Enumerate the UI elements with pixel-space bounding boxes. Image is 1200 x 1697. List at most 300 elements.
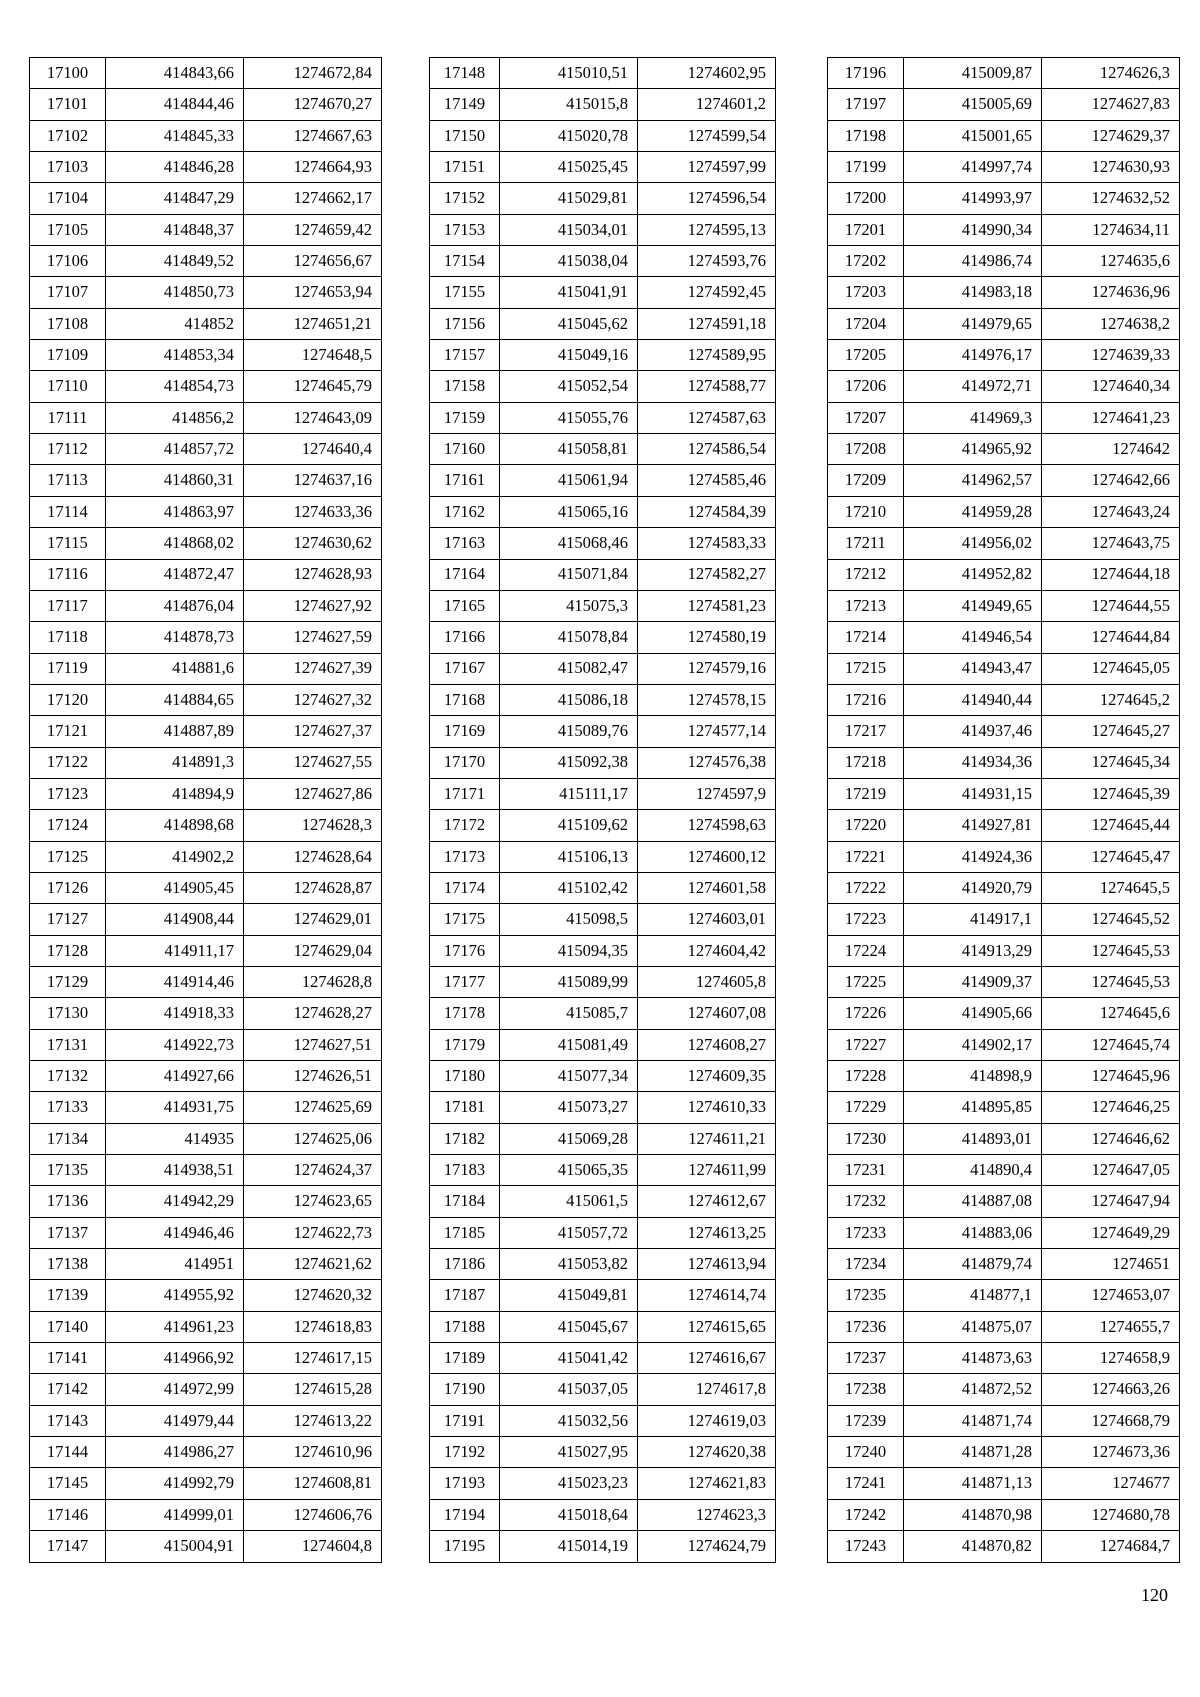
table-row xyxy=(828,966,1180,997)
y-coordinate-cell: 1274656,67 xyxy=(244,246,382,277)
table-row xyxy=(828,622,1180,653)
y-coordinate-cell: 1274576,38 xyxy=(638,747,776,778)
x-coordinate-cell: 414931,15 xyxy=(904,778,1042,809)
point-number-cell: 17179 xyxy=(430,1029,500,1060)
x-coordinate-cell: 414894,9 xyxy=(106,778,244,809)
x-coordinate-cell: 414898,9 xyxy=(904,1061,1042,1092)
x-coordinate-cell: 414860,31 xyxy=(106,465,244,496)
x-coordinate-cell: 414956,02 xyxy=(904,528,1042,559)
table-row xyxy=(30,465,382,496)
x-coordinate-cell: 415081,49 xyxy=(500,1029,638,1060)
table-row xyxy=(430,966,776,997)
y-coordinate-cell: 1274659,42 xyxy=(244,214,382,245)
x-coordinate-cell: 415102,42 xyxy=(500,872,638,903)
y-coordinate-cell: 1274645,79 xyxy=(244,371,382,402)
table-row xyxy=(828,778,1180,809)
table-row xyxy=(30,1280,382,1311)
point-number-cell: 17159 xyxy=(430,402,500,433)
x-coordinate-cell: 414934,36 xyxy=(904,747,1042,778)
table-row xyxy=(430,1437,776,1468)
x-coordinate-cell: 415075,3 xyxy=(500,590,638,621)
x-coordinate-cell: 414871,13 xyxy=(904,1468,1042,1499)
point-number-cell: 17228 xyxy=(828,1061,904,1092)
point-number-cell: 17185 xyxy=(430,1217,500,1248)
point-number-cell: 17239 xyxy=(828,1405,904,1436)
y-coordinate-cell: 1274645,53 xyxy=(1042,966,1180,997)
table-row xyxy=(828,402,1180,433)
point-number-cell: 17130 xyxy=(30,998,106,1029)
table-row xyxy=(30,653,382,684)
point-number-cell: 17148 xyxy=(430,58,500,89)
x-coordinate-cell: 415027,95 xyxy=(500,1437,638,1468)
table-row xyxy=(430,1186,776,1217)
y-coordinate-cell: 1274615,28 xyxy=(244,1374,382,1405)
y-coordinate-cell: 1274625,06 xyxy=(244,1123,382,1154)
y-coordinate-cell: 1274621,62 xyxy=(244,1249,382,1280)
table-row xyxy=(430,89,776,120)
y-coordinate-cell: 1274653,94 xyxy=(244,277,382,308)
table-row xyxy=(30,371,382,402)
point-number-cell: 17113 xyxy=(30,465,106,496)
table-row xyxy=(30,1186,382,1217)
y-coordinate-cell: 1274629,01 xyxy=(244,904,382,935)
table-row xyxy=(430,465,776,496)
point-number-cell: 17190 xyxy=(430,1374,500,1405)
x-coordinate-cell: 414884,65 xyxy=(106,684,244,715)
table-row xyxy=(828,183,1180,214)
y-coordinate-cell: 1274591,18 xyxy=(638,308,776,339)
point-number-cell: 17176 xyxy=(430,935,500,966)
x-coordinate-cell: 414871,28 xyxy=(904,1437,1042,1468)
point-number-cell: 17205 xyxy=(828,340,904,371)
table-row xyxy=(828,716,1180,747)
table-row xyxy=(30,904,382,935)
table-row xyxy=(430,402,776,433)
x-coordinate-cell: 414844,46 xyxy=(106,89,244,120)
y-coordinate-cell: 1274630,62 xyxy=(244,528,382,559)
x-coordinate-cell: 415098,5 xyxy=(500,904,638,935)
point-number-cell: 17140 xyxy=(30,1311,106,1342)
y-coordinate-cell: 1274624,79 xyxy=(638,1531,776,1562)
x-coordinate-cell: 414999,01 xyxy=(106,1499,244,1530)
table-row xyxy=(430,1061,776,1092)
point-number-cell: 17137 xyxy=(30,1217,106,1248)
point-number-cell: 17236 xyxy=(828,1311,904,1342)
y-coordinate-cell: 1274645,5 xyxy=(1042,872,1180,903)
table-row xyxy=(30,810,382,841)
table-row xyxy=(30,183,382,214)
x-coordinate-cell: 414986,27 xyxy=(106,1437,244,1468)
point-number-cell: 17116 xyxy=(30,559,106,590)
x-coordinate-cell: 414850,73 xyxy=(106,277,244,308)
y-coordinate-cell: 1274620,32 xyxy=(244,1280,382,1311)
x-coordinate-cell: 414952,82 xyxy=(904,559,1042,590)
table-row xyxy=(30,1405,382,1436)
x-coordinate-cell: 414898,68 xyxy=(106,810,244,841)
table-row xyxy=(828,1092,1180,1123)
y-coordinate-cell: 1274597,99 xyxy=(638,152,776,183)
y-coordinate-cell: 1274605,8 xyxy=(638,966,776,997)
x-coordinate-cell: 414969,3 xyxy=(904,402,1042,433)
point-number-cell: 17145 xyxy=(30,1468,106,1499)
point-number-cell: 17177 xyxy=(430,966,500,997)
x-coordinate-cell: 414979,44 xyxy=(106,1405,244,1436)
coordinate-table-left xyxy=(29,57,382,1563)
point-number-cell: 17141 xyxy=(30,1343,106,1374)
point-number-cell: 17170 xyxy=(430,747,500,778)
x-coordinate-cell: 414871,74 xyxy=(904,1405,1042,1436)
x-coordinate-cell: 415038,04 xyxy=(500,246,638,277)
y-coordinate-cell: 1274627,32 xyxy=(244,684,382,715)
y-coordinate-cell: 1274612,67 xyxy=(638,1186,776,1217)
point-number-cell: 17124 xyxy=(30,810,106,841)
x-coordinate-cell: 414890,4 xyxy=(904,1155,1042,1186)
y-coordinate-cell: 1274608,27 xyxy=(638,1029,776,1060)
x-coordinate-cell: 415065,16 xyxy=(500,496,638,527)
point-number-cell: 17166 xyxy=(430,622,500,653)
table-row xyxy=(430,1343,776,1374)
coordinate-table-right xyxy=(827,57,1180,1563)
table-row xyxy=(430,841,776,872)
point-number-cell: 17178 xyxy=(430,998,500,1029)
x-coordinate-cell: 414917,1 xyxy=(904,904,1042,935)
y-coordinate-cell: 1274651,21 xyxy=(244,308,382,339)
point-number-cell: 17229 xyxy=(828,1092,904,1123)
y-coordinate-cell: 1274622,73 xyxy=(244,1217,382,1248)
table-row xyxy=(430,1311,776,1342)
point-number-cell: 17135 xyxy=(30,1155,106,1186)
y-coordinate-cell: 1274645,05 xyxy=(1042,653,1180,684)
point-number-cell: 17174 xyxy=(430,872,500,903)
y-coordinate-cell: 1274580,19 xyxy=(638,622,776,653)
table-row xyxy=(828,496,1180,527)
point-number-cell: 17147 xyxy=(30,1531,106,1562)
table-row xyxy=(430,1123,776,1154)
point-number-cell: 17106 xyxy=(30,246,106,277)
x-coordinate-cell: 414959,28 xyxy=(904,496,1042,527)
x-coordinate-cell: 415020,78 xyxy=(500,120,638,151)
table-row xyxy=(430,904,776,935)
x-coordinate-cell: 414876,04 xyxy=(106,590,244,621)
point-number-cell: 17102 xyxy=(30,120,106,151)
x-coordinate-cell: 414965,92 xyxy=(904,434,1042,465)
point-number-cell: 17123 xyxy=(30,778,106,809)
y-coordinate-cell: 1274647,05 xyxy=(1042,1155,1180,1186)
y-coordinate-cell: 1274589,95 xyxy=(638,340,776,371)
y-coordinate-cell: 1274625,69 xyxy=(244,1092,382,1123)
point-number-cell: 17211 xyxy=(828,528,904,559)
x-coordinate-cell: 414905,66 xyxy=(904,998,1042,1029)
y-coordinate-cell: 1274628,87 xyxy=(244,872,382,903)
x-coordinate-cell: 414872,52 xyxy=(904,1374,1042,1405)
y-coordinate-cell: 1274627,92 xyxy=(244,590,382,621)
point-number-cell: 17163 xyxy=(430,528,500,559)
x-coordinate-cell: 415025,45 xyxy=(500,152,638,183)
point-number-cell: 17121 xyxy=(30,716,106,747)
table-row xyxy=(30,496,382,527)
point-number-cell: 17218 xyxy=(828,747,904,778)
y-coordinate-cell: 1274663,26 xyxy=(1042,1374,1180,1405)
table-row xyxy=(828,747,1180,778)
table-row xyxy=(828,1374,1180,1405)
x-coordinate-cell: 415111,17 xyxy=(500,778,638,809)
table-row xyxy=(828,872,1180,903)
y-coordinate-cell: 1274628,64 xyxy=(244,841,382,872)
y-coordinate-cell: 1274584,39 xyxy=(638,496,776,527)
point-number-cell: 17182 xyxy=(430,1123,500,1154)
point-number-cell: 17232 xyxy=(828,1186,904,1217)
table-row xyxy=(30,214,382,245)
y-coordinate-cell: 1274644,84 xyxy=(1042,622,1180,653)
y-coordinate-cell: 1274646,25 xyxy=(1042,1092,1180,1123)
point-number-cell: 17207 xyxy=(828,402,904,433)
table-row xyxy=(430,716,776,747)
y-coordinate-cell: 1274583,33 xyxy=(638,528,776,559)
x-coordinate-cell: 414922,73 xyxy=(106,1029,244,1060)
y-coordinate-cell: 1274627,37 xyxy=(244,716,382,747)
y-coordinate-cell: 1274642 xyxy=(1042,434,1180,465)
table-row xyxy=(430,371,776,402)
x-coordinate-cell: 415014,19 xyxy=(500,1531,638,1562)
y-coordinate-cell: 1274653,07 xyxy=(1042,1280,1180,1311)
y-coordinate-cell: 1274655,7 xyxy=(1042,1311,1180,1342)
x-coordinate-cell: 415029,81 xyxy=(500,183,638,214)
y-coordinate-cell: 1274651 xyxy=(1042,1249,1180,1280)
x-coordinate-cell: 415015,8 xyxy=(500,89,638,120)
point-number-cell: 17181 xyxy=(430,1092,500,1123)
table-row xyxy=(30,872,382,903)
x-coordinate-cell: 414902,2 xyxy=(106,841,244,872)
x-coordinate-cell: 414940,44 xyxy=(904,684,1042,715)
point-number-cell: 17224 xyxy=(828,935,904,966)
y-coordinate-cell: 1274577,14 xyxy=(638,716,776,747)
table-row xyxy=(828,590,1180,621)
x-coordinate-cell: 414938,51 xyxy=(106,1155,244,1186)
point-number-cell: 17192 xyxy=(430,1437,500,1468)
x-coordinate-cell: 414887,89 xyxy=(106,716,244,747)
table-row xyxy=(430,1531,776,1562)
table-row xyxy=(430,1405,776,1436)
point-number-cell: 17164 xyxy=(430,559,500,590)
y-coordinate-cell: 1274627,86 xyxy=(244,778,382,809)
y-coordinate-cell: 1274645,39 xyxy=(1042,778,1180,809)
point-number-cell: 17230 xyxy=(828,1123,904,1154)
y-coordinate-cell: 1274668,79 xyxy=(1042,1405,1180,1436)
point-number-cell: 17227 xyxy=(828,1029,904,1060)
y-coordinate-cell: 1274627,39 xyxy=(244,653,382,684)
y-coordinate-cell: 1274638,2 xyxy=(1042,308,1180,339)
y-coordinate-cell: 1274645,53 xyxy=(1042,935,1180,966)
y-coordinate-cell: 1274667,63 xyxy=(244,120,382,151)
point-number-cell: 17200 xyxy=(828,183,904,214)
x-coordinate-cell: 414846,28 xyxy=(106,152,244,183)
y-coordinate-cell: 1274627,55 xyxy=(244,747,382,778)
y-coordinate-cell: 1274602,95 xyxy=(638,58,776,89)
point-number-cell: 17191 xyxy=(430,1405,500,1436)
table-row xyxy=(828,1249,1180,1280)
table-row xyxy=(30,1092,382,1123)
table-row xyxy=(828,684,1180,715)
point-number-cell: 17169 xyxy=(430,716,500,747)
point-number-cell: 17215 xyxy=(828,653,904,684)
x-coordinate-cell: 414955,92 xyxy=(106,1280,244,1311)
y-coordinate-cell: 1274662,17 xyxy=(244,183,382,214)
point-number-cell: 17201 xyxy=(828,214,904,245)
table-row xyxy=(828,1405,1180,1436)
point-number-cell: 17199 xyxy=(828,152,904,183)
point-number-cell: 17162 xyxy=(430,496,500,527)
point-number-cell: 17183 xyxy=(430,1155,500,1186)
point-number-cell: 17160 xyxy=(430,434,500,465)
y-coordinate-cell: 1274613,22 xyxy=(244,1405,382,1436)
point-number-cell: 17161 xyxy=(430,465,500,496)
y-coordinate-cell: 1274635,6 xyxy=(1042,246,1180,277)
point-number-cell: 17117 xyxy=(30,590,106,621)
point-number-cell: 17101 xyxy=(30,89,106,120)
table-row xyxy=(828,653,1180,684)
x-coordinate-cell: 415061,94 xyxy=(500,465,638,496)
x-coordinate-cell: 414891,3 xyxy=(106,747,244,778)
table-row xyxy=(430,559,776,590)
x-coordinate-cell: 415077,34 xyxy=(500,1061,638,1092)
y-coordinate-cell: 1274629,04 xyxy=(244,935,382,966)
y-coordinate-cell: 1274586,54 xyxy=(638,434,776,465)
y-coordinate-cell: 1274611,99 xyxy=(638,1155,776,1186)
point-number-cell: 17139 xyxy=(30,1280,106,1311)
point-number-cell: 17122 xyxy=(30,747,106,778)
x-coordinate-cell: 415041,42 xyxy=(500,1343,638,1374)
x-coordinate-cell: 415057,72 xyxy=(500,1217,638,1248)
point-number-cell: 17213 xyxy=(828,590,904,621)
table-row xyxy=(30,152,382,183)
table-row xyxy=(430,935,776,966)
table-row xyxy=(828,1217,1180,1248)
y-coordinate-cell: 1274603,01 xyxy=(638,904,776,935)
x-coordinate-cell: 414895,85 xyxy=(904,1092,1042,1123)
x-coordinate-cell: 415052,54 xyxy=(500,371,638,402)
table-row xyxy=(30,120,382,151)
table-row xyxy=(430,1155,776,1186)
x-coordinate-cell: 415045,67 xyxy=(500,1311,638,1342)
table-row xyxy=(828,371,1180,402)
table-row xyxy=(30,747,382,778)
point-number-cell: 17171 xyxy=(430,778,500,809)
point-number-cell: 17143 xyxy=(30,1405,106,1436)
point-number-cell: 17146 xyxy=(30,1499,106,1530)
x-coordinate-cell: 415071,84 xyxy=(500,559,638,590)
x-coordinate-cell: 415010,51 xyxy=(500,58,638,89)
point-number-cell: 17144 xyxy=(30,1437,106,1468)
table-row xyxy=(430,1499,776,1530)
y-coordinate-cell: 1274670,27 xyxy=(244,89,382,120)
table-row xyxy=(430,872,776,903)
x-coordinate-cell: 415086,18 xyxy=(500,684,638,715)
x-coordinate-cell: 415045,62 xyxy=(500,308,638,339)
y-coordinate-cell: 1274649,29 xyxy=(1042,1217,1180,1248)
y-coordinate-cell: 1274601,58 xyxy=(638,872,776,903)
table-row xyxy=(828,1123,1180,1154)
y-coordinate-cell: 1274637,16 xyxy=(244,465,382,496)
point-number-cell: 17158 xyxy=(430,371,500,402)
point-number-cell: 17198 xyxy=(828,120,904,151)
x-coordinate-cell: 414997,74 xyxy=(904,152,1042,183)
table-row xyxy=(30,528,382,559)
table-row xyxy=(430,183,776,214)
table-row xyxy=(30,559,382,590)
x-coordinate-cell: 414845,33 xyxy=(106,120,244,151)
table-row xyxy=(30,1531,382,1562)
table-row xyxy=(30,966,382,997)
x-coordinate-cell: 415037,05 xyxy=(500,1374,638,1405)
x-coordinate-cell: 415078,84 xyxy=(500,622,638,653)
x-coordinate-cell: 414863,97 xyxy=(106,496,244,527)
point-number-cell: 17189 xyxy=(430,1343,500,1374)
x-coordinate-cell: 414893,01 xyxy=(904,1123,1042,1154)
y-coordinate-cell: 1274578,15 xyxy=(638,684,776,715)
y-coordinate-cell: 1274664,93 xyxy=(244,152,382,183)
table-row xyxy=(430,308,776,339)
table-row xyxy=(430,778,776,809)
x-coordinate-cell: 414976,17 xyxy=(904,340,1042,371)
y-coordinate-cell: 1274585,46 xyxy=(638,465,776,496)
y-coordinate-cell: 1274658,9 xyxy=(1042,1343,1180,1374)
x-coordinate-cell: 414849,52 xyxy=(106,246,244,277)
table-row xyxy=(828,1343,1180,1374)
point-number-cell: 17240 xyxy=(828,1437,904,1468)
point-number-cell: 17120 xyxy=(30,684,106,715)
point-number-cell: 17132 xyxy=(30,1061,106,1092)
point-number-cell: 17208 xyxy=(828,434,904,465)
table-row xyxy=(30,58,382,89)
point-number-cell: 17204 xyxy=(828,308,904,339)
point-number-cell: 17128 xyxy=(30,935,106,966)
y-coordinate-cell: 1274627,51 xyxy=(244,1029,382,1060)
table-row xyxy=(430,1249,776,1280)
table-row xyxy=(828,1186,1180,1217)
y-coordinate-cell: 1274607,08 xyxy=(638,998,776,1029)
y-coordinate-cell: 1274632,52 xyxy=(1042,183,1180,214)
table-row xyxy=(828,58,1180,89)
x-coordinate-cell: 414857,72 xyxy=(106,434,244,465)
table-row xyxy=(828,998,1180,1029)
x-coordinate-cell: 415034,01 xyxy=(500,214,638,245)
table-row xyxy=(828,434,1180,465)
y-coordinate-cell: 1274628,3 xyxy=(244,810,382,841)
y-coordinate-cell: 1274628,93 xyxy=(244,559,382,590)
table-row xyxy=(30,402,382,433)
point-number-cell: 17221 xyxy=(828,841,904,872)
x-coordinate-cell: 414979,65 xyxy=(904,308,1042,339)
x-coordinate-cell: 415053,82 xyxy=(500,1249,638,1280)
point-number-cell: 17243 xyxy=(828,1531,904,1562)
table-row xyxy=(430,1280,776,1311)
point-number-cell: 17233 xyxy=(828,1217,904,1248)
table-row xyxy=(828,246,1180,277)
table-row xyxy=(30,277,382,308)
point-number-cell: 17175 xyxy=(430,904,500,935)
x-coordinate-cell: 415009,87 xyxy=(904,58,1042,89)
y-coordinate-cell: 1274618,83 xyxy=(244,1311,382,1342)
table-row xyxy=(828,528,1180,559)
x-coordinate-cell: 414843,66 xyxy=(106,58,244,89)
x-coordinate-cell: 415058,81 xyxy=(500,434,638,465)
point-number-cell: 17153 xyxy=(430,214,500,245)
point-number-cell: 17103 xyxy=(30,152,106,183)
page-number: 120 xyxy=(1141,1585,1168,1605)
y-coordinate-cell: 1274606,76 xyxy=(244,1499,382,1530)
point-number-cell: 17129 xyxy=(30,966,106,997)
table-row xyxy=(30,1311,382,1342)
